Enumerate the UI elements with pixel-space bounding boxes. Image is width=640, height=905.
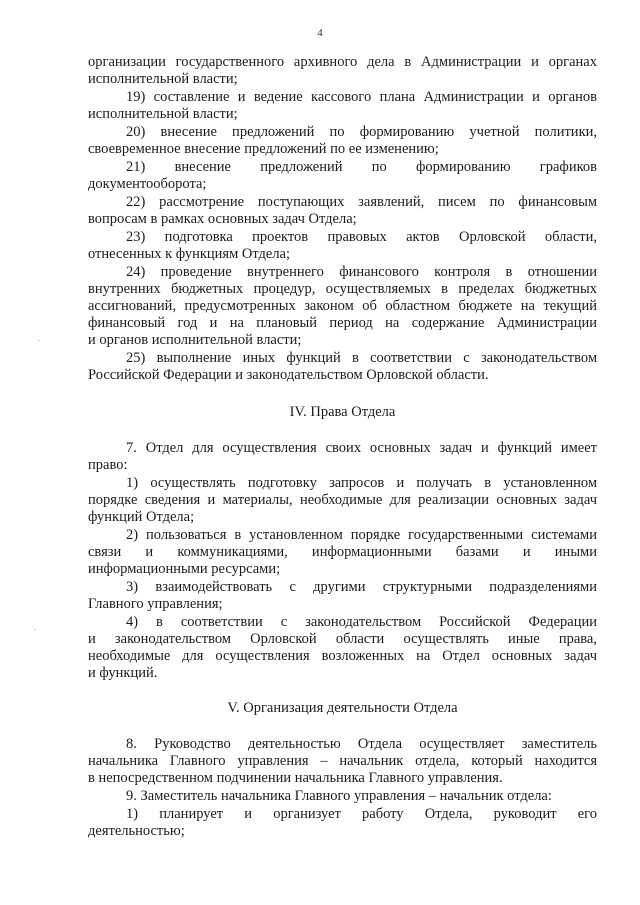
page-number: 4 (317, 27, 323, 39)
body-line: исполнительной власти; (88, 106, 238, 122)
body-line: вопросам в рамках основных задач Отдела; (88, 211, 357, 227)
body-line: порядке сведения и материалы, необходимые для реализации основных задач (88, 492, 597, 508)
body-line: функций Отдела; (88, 509, 195, 525)
body-line: организации государственного архивного дела в Администрации и органах (88, 54, 597, 70)
body-line: внутренних бюджетных процедур, осуществляемых в пределах бюджетных (88, 281, 597, 297)
body-line: документооборота; (88, 176, 207, 192)
paragraph-9: 9. Заместитель начальника Главного управления – начальник отдела: (126, 788, 552, 804)
body-line: деятельностью; (88, 823, 185, 839)
scan-artifact: . (38, 333, 41, 343)
section-iv-heading: IV. Права Отдела (289, 404, 396, 420)
body-line: и органов исполнительной власти; (88, 332, 302, 348)
section-v-heading: V. Организация деятельности Отдела (227, 700, 458, 716)
right-item-2: 2) пользоваться в установленном порядке государственными системами (126, 527, 597, 543)
list-item-23: 23) подготовка проектов правовых актов Орловской области, (126, 229, 597, 245)
body-line: отнесенных к функциям Отдела; (88, 246, 291, 262)
scan-artifact: . (34, 622, 37, 632)
body-line: и функций. (88, 665, 158, 681)
body-line: право: (88, 457, 128, 473)
body-line: информационными ресурсами; (88, 561, 281, 577)
body-line: своевременное внесение предложений по ее изменению; (88, 141, 439, 157)
body-line: Главного управления; (88, 596, 223, 612)
list-item-24: 24) проведение внутреннего финансового контроля в отношении (126, 264, 597, 280)
right-item-4: 4) в соответствии с законодательством Российской Федерации (126, 614, 597, 630)
body-line: ассигнований, предусмотренных законом об областном бюджете на текущий (88, 298, 597, 314)
list-item-25: 25) выполнение иных функций в соответствии с законодательством (126, 350, 597, 366)
body-line: в непосредственном подчинении начальника Главного управления. (88, 770, 503, 786)
list-item-21: 21) внесение предложений по формированию графиков (126, 159, 597, 175)
right-item-3: 3) взаимодействовать с другими структурными подразделениями (126, 579, 597, 595)
duty-item-1: 1) планирует и организует работу Отдела, руководит его (126, 806, 597, 822)
paragraph-8: 8. Руководство деятельностью Отдела осуществляет заместитель (126, 736, 597, 752)
body-line: исполнительной власти; (88, 71, 238, 87)
list-item-19: 19) составление и ведение кассового плана Администрации и органов (126, 89, 597, 105)
body-line: необходимые для осуществления возложенных на Отдел основных задач (88, 648, 597, 664)
body-line: финансовый год и на плановый период на содержание Администрации (88, 315, 597, 331)
body-line: Российской Федерации и законодательством Орловской области. (88, 367, 489, 383)
list-item-20: 20) внесение предложений по формированию учетной политики, (126, 124, 597, 140)
right-item-1: 1) осуществлять подготовку запросов и получать в установленном (126, 475, 597, 491)
body-line: связи и коммуникациями, информационными базами и иными (88, 544, 597, 560)
body-line: начальника Главного управления – начальник отдела, который находится (88, 753, 597, 769)
paragraph-7: 7. Отдел для осуществления своих основных задач и функций имеет (126, 440, 597, 456)
body-line: и законодательством Орловской области осуществлять иные права, (88, 631, 597, 647)
list-item-22: 22) рассмотрение поступающих заявлений, писем по финансовым (126, 194, 597, 210)
